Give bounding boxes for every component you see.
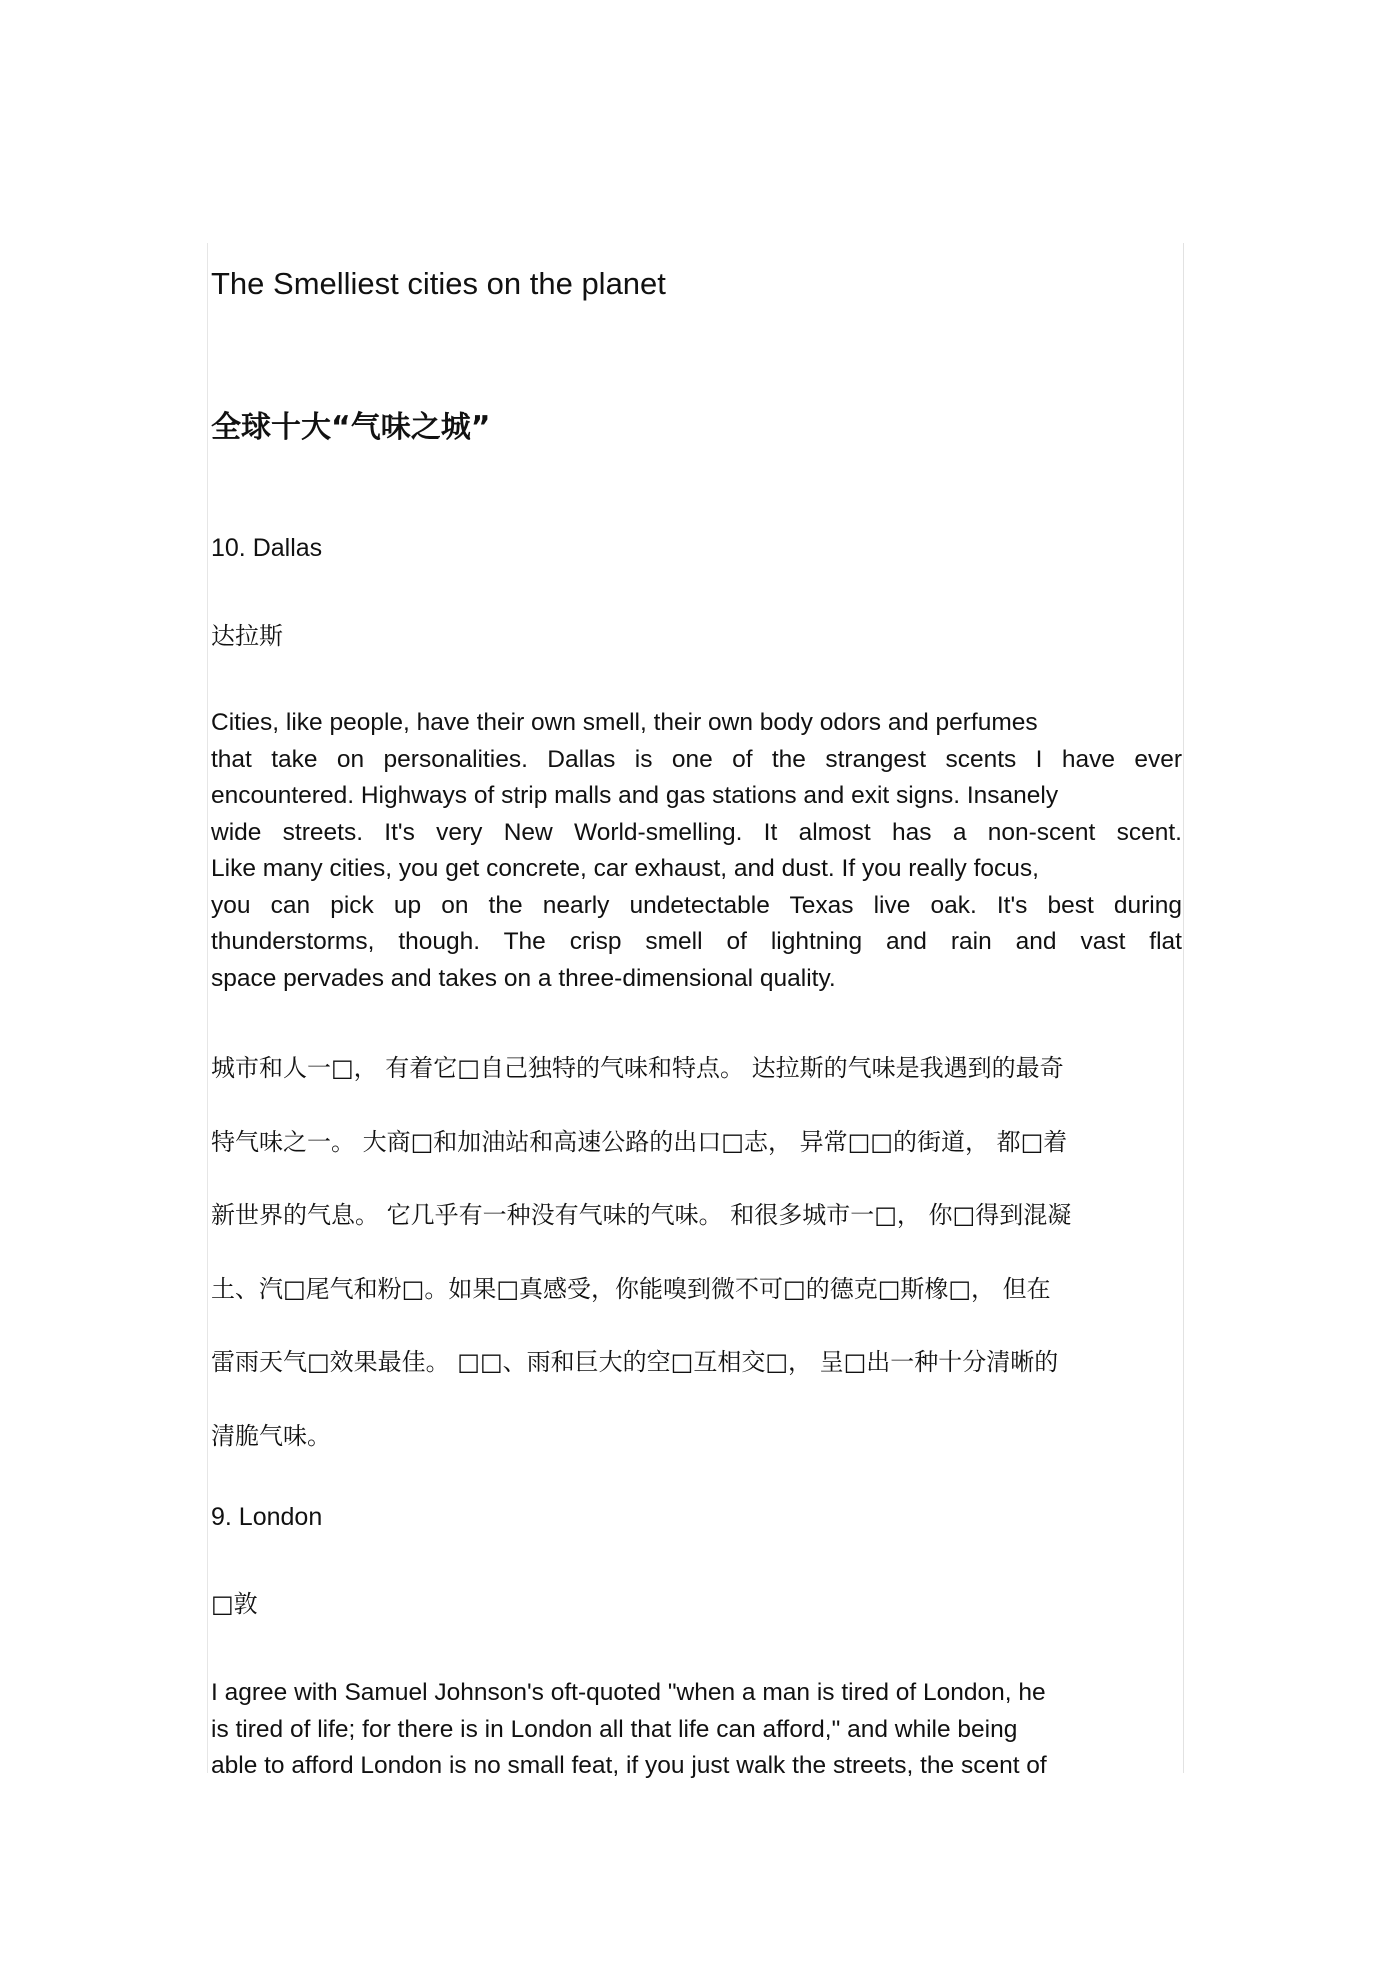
paragraph-line: 特气味之一。 大商□和加油站和高速公路的出口□志， 异常□□的街道， 都□着 <box>211 1127 1068 1156</box>
paragraph-dallas-en <box>211 705 1182 997</box>
paragraph-line: Like many cities, you get concrete, car exhaust, and dust. If you really focus, <box>211 855 1039 882</box>
section-heading-dallas-zh: 达拉斯 <box>211 622 283 650</box>
paragraph-line: is tired of life; for there is in London all that life can afford," and while being <box>211 1715 1018 1743</box>
paragraph-line: space pervades and takes on a three-dimensional quality. <box>211 964 836 992</box>
paragraph-line: 清脆气味。 <box>211 1421 331 1450</box>
document-title-en: The Smelliest cities on the planet <box>211 266 666 301</box>
paragraph-dallas-zh <box>211 1053 1182 1494</box>
paragraph-line: 土、汽□尾气和粉□。如果□真感受，你能嗅到微不可□的德克□斯橡□， 但在 <box>211 1274 1051 1303</box>
paragraph-line: thunderstorms, though. The crisp smell of lightning and rain and vast flat <box>211 928 1182 955</box>
paragraph-line: I agree with Samuel Johnson's oft-quoted "when a man is tired of London, he <box>211 1679 1046 1706</box>
paragraph-line: 新世界的气息。 它几乎有一种没有气味的气味。 和很多城市一□， 你□得到混凝 <box>211 1201 1072 1229</box>
paragraph-london-en <box>211 1675 1182 1785</box>
paragraph-line: 雷雨天气□效果最佳。 □□、雨和巨大的空□互相交□， 呈□出一种十分清晰的 <box>211 1348 1059 1376</box>
section-heading-london-zh: □敦 <box>211 1590 258 1618</box>
paragraph-line: you can pick up on the nearly undetectable Texas live oak. It's best during <box>211 891 1182 919</box>
paragraph-line: encountered. Highways of strip malls and gas stations and exit signs. Insanely <box>211 782 1059 809</box>
section-heading-london: 9. London <box>211 1503 323 1531</box>
paragraph-line: that take on personalities. Dallas is one of the strangest scents I have ever <box>211 745 1182 773</box>
paragraph-line: 城市和人一□， 有着它□自己独特的气味和特点。 达拉斯的气味是我遇到的最奇 <box>211 1054 1064 1082</box>
paragraph-line: able to afford London is no small feat, if you just walk the streets, the scent of <box>211 1752 1047 1779</box>
page-frame <box>207 243 1184 1773</box>
paragraph-line: wide streets. It's very New World-smelling. It almost has a non-scent scent. <box>211 818 1182 846</box>
paragraph-line: Cities, like people, have their own smell, their own body odors and perfumes <box>211 709 1038 736</box>
section-heading-dallas: 10. Dallas <box>211 534 323 562</box>
document-title-zh: 全球十大“气味之城” <box>211 410 491 445</box>
